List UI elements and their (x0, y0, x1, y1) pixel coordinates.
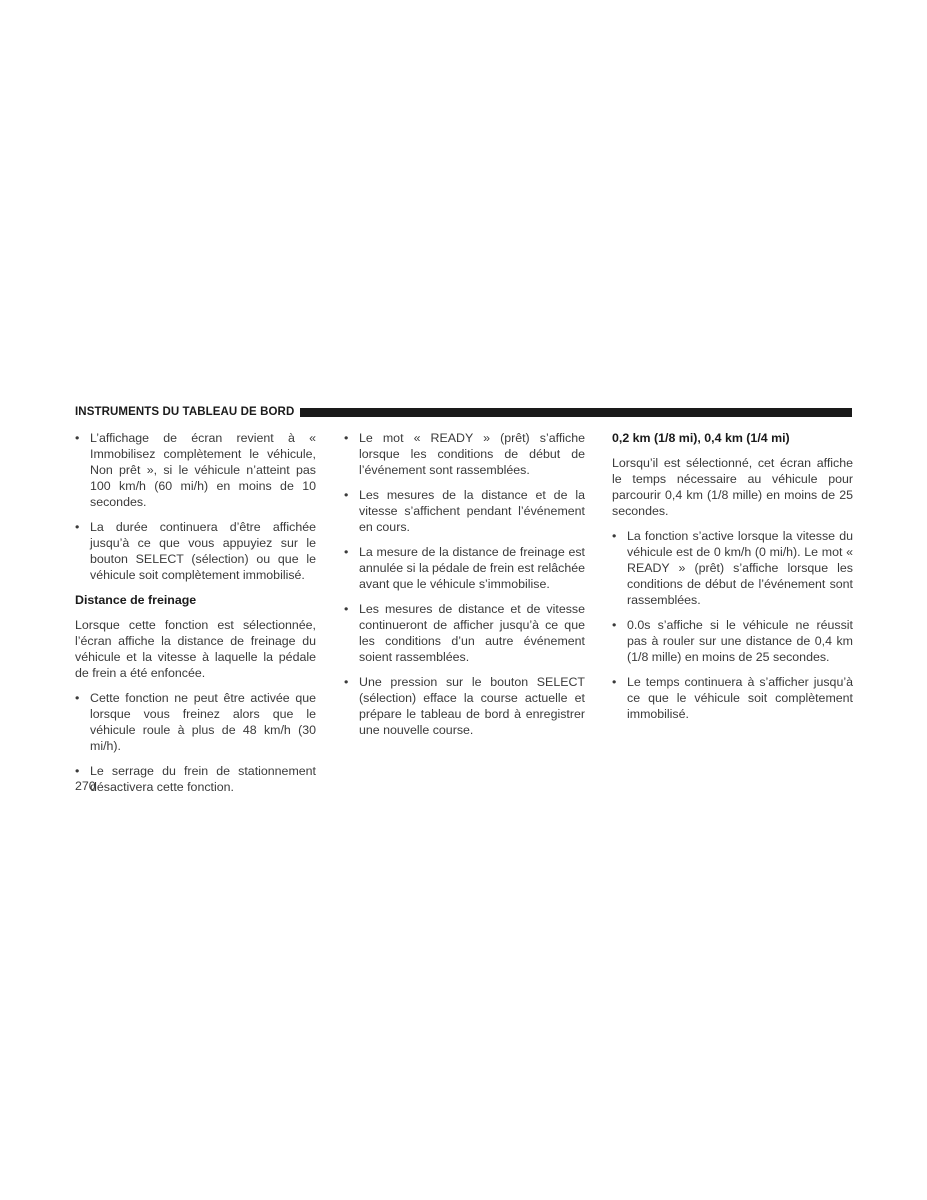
section-heading-distance-de-freinage: Distance de freinage (75, 593, 197, 607)
list-item: • Cette fonction ne peut être activée que lorsque vous freinez alors que le véhicule roule à plus de 48 km/h (30 mi/h). (75, 690, 316, 754)
bullet-list (75, 430, 316, 583)
paragraph: Lorsque cette fonction est sélectionnée, l’écran affiche la distance de freinage du véhicule et la vitesse à laquelle la pédale de frein a été enfoncée. (75, 618, 316, 680)
list-item: • Les mesures de distance et de vitesse continueront de afficher jusqu’à ce que les conditions d’un autre événement soient rassemblées. (344, 601, 585, 665)
list-item: • La mesure de la distance de freinage est annulée si la pédale de frein est relâchée avant que le véhicule s’immobilise. (344, 544, 585, 592)
column-2 (344, 430, 585, 747)
list-item: • Le temps continuera à s’afficher jusqu’à ce que le véhicule soit complètement immobilisé. (612, 674, 853, 722)
section-heading-distance-times: 0,2 km (1/8 mi), 0,4 km (1/4 mi) (612, 431, 790, 445)
bullet-list (344, 430, 585, 738)
bullet-list (75, 690, 316, 795)
list-item: • Le mot « READY » (prêt) s’affiche lorsque les conditions de début de l’événement sont rassemblées. (344, 430, 585, 478)
column-3 (612, 430, 853, 731)
paragraph: Lorsqu’il est sélectionné, cet écran affiche le temps nécessaire au véhicule pour parcourir 0,4 km (1/8 mille) en moins de 25 secondes. (612, 456, 853, 518)
list-item: • Les mesures de la distance et de la vitesse s’affichent pendant l’événement en cours. (344, 487, 585, 535)
list-item: • La fonction s’active lorsque la vitesse du véhicule est de 0 km/h (0 mi/h). Le mot « READY » (prêt) s’affiche lorsque les conditions de début de l’événement sont rassemblées. (612, 528, 853, 608)
section-header (75, 404, 852, 420)
page-number: 270 (75, 779, 96, 793)
bullet-list (612, 528, 853, 722)
column-1 (75, 430, 316, 804)
list-item: • 0.0s s’affiche si le véhicule ne réussit pas à rouler sur une distance de 0,4 km (1/8 mille) en moins de 25 secondes. (612, 617, 853, 665)
list-item: • L’affichage de écran revient à « Immobilisez complètement le véhicule, Non prêt », si le véhicule n’atteint pas 100 km/h (60 mi/h) en moins de 10 secondes. (75, 430, 316, 510)
list-item: • La durée continuera d’être affichée jusqu’à ce que vous appuyiez sur le bouton SELECT (sélection) ou que le véhicule soit complètement immobilisé. (75, 519, 316, 583)
header-rule (300, 408, 852, 417)
list-item: • Le serrage du frein de stationnement désactivera cette fonction. (75, 763, 316, 795)
list-item: • Une pression sur le bouton SELECT (sélection) efface la course actuelle et prépare le tableau de bord à enregistrer une nouvelle course. (344, 674, 585, 738)
section-title: INSTRUMENTS DU TABLEAU DE BORD (75, 406, 295, 418)
